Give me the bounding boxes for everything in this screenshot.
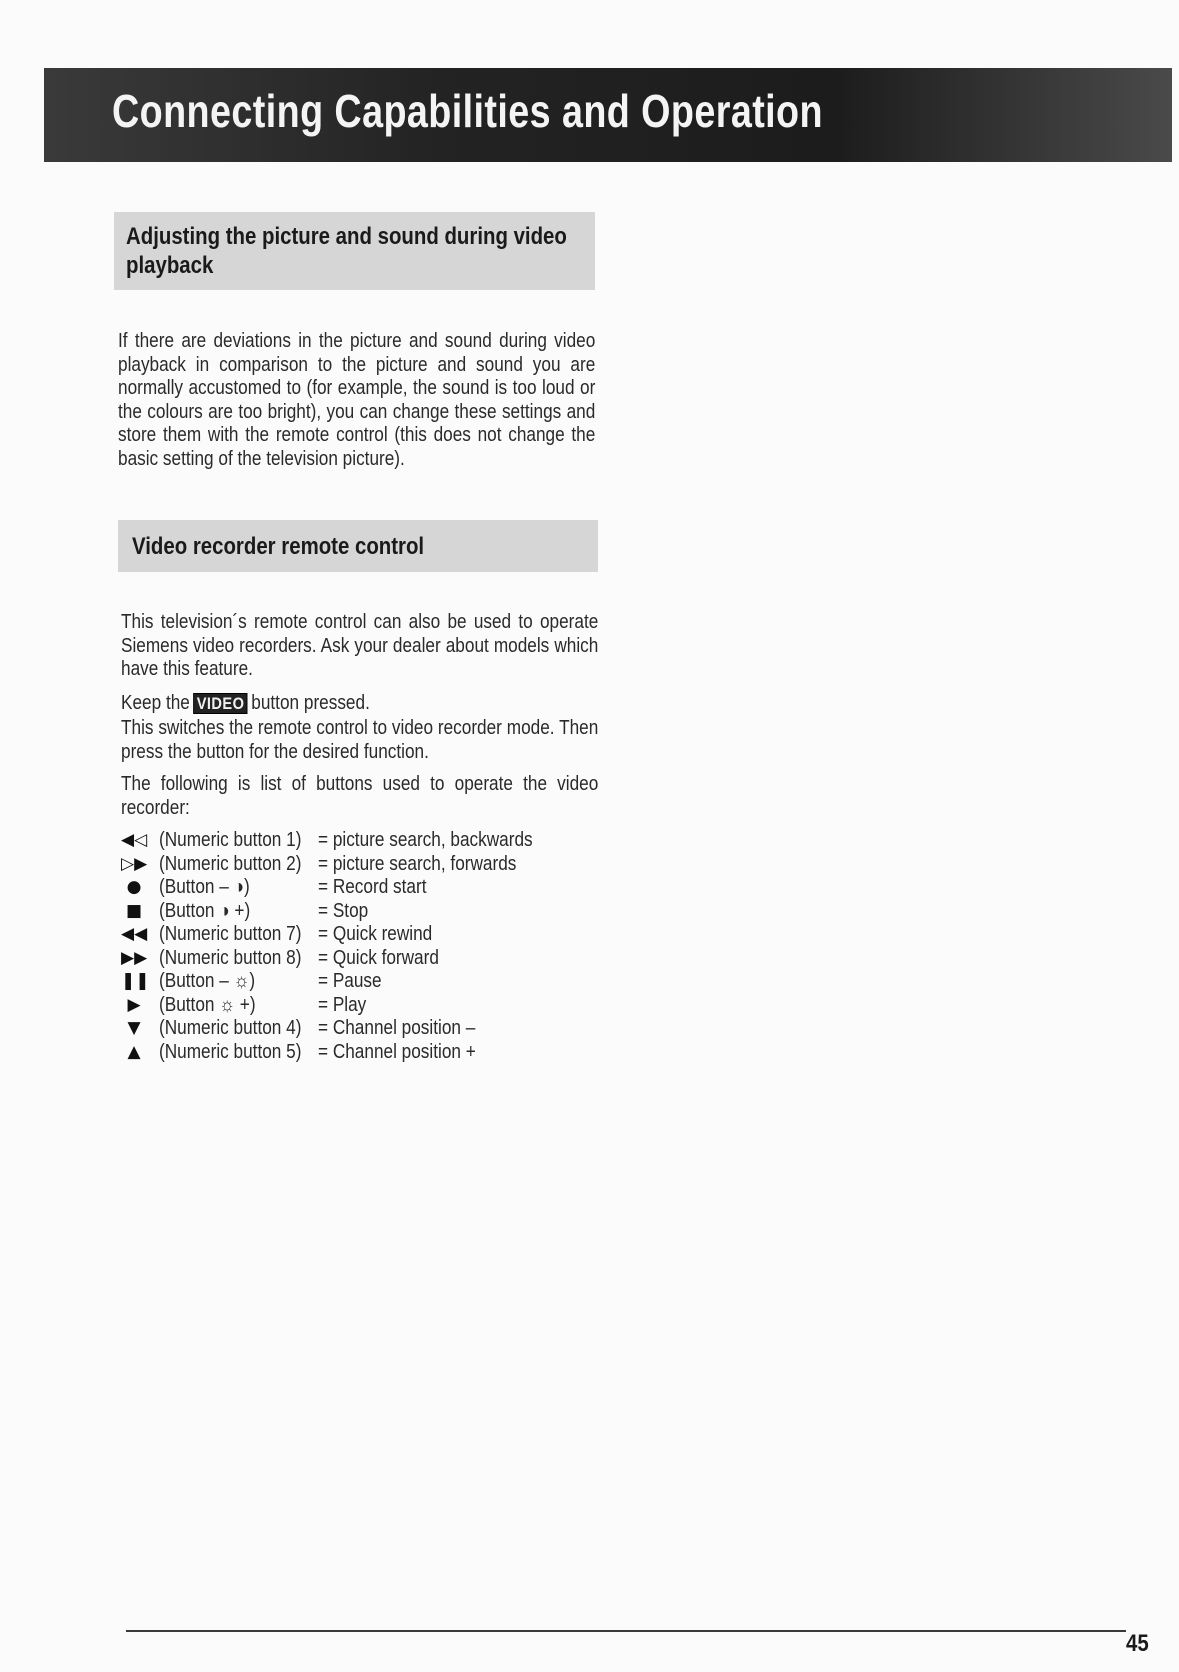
button-list-intro [121, 773, 599, 820]
video-recorder-paragraph-text: This television´s remote control can also be used to operate Siemens video recorders. Ask your dealer about models which have this feature. [121, 611, 599, 680]
list-item [121, 923, 581, 947]
button-name: (Numeric button 4) [159, 1017, 302, 1039]
button-function: = Stop [318, 899, 369, 922]
keep-button-line-text [121, 692, 598, 716]
intro-paragraph [118, 330, 596, 471]
list-item [121, 900, 581, 924]
channel-down-icon: ▼ [127, 1018, 141, 1038]
list-item [121, 970, 581, 994]
button-name: (Numeric button 1) [159, 829, 302, 851]
list-item [121, 853, 581, 877]
button-function: = Pause [318, 970, 382, 992]
list-item [121, 994, 581, 1018]
button-name: (Button ☼ +) [159, 993, 256, 1016]
footer-divider [126, 1630, 1126, 1632]
page-number: 45 [1126, 1630, 1149, 1657]
channel-up-icon: ▲ [127, 1041, 141, 1062]
keep-button-line [121, 692, 599, 716]
fast-forward-icon: ▶▶ [121, 947, 148, 968]
stop-icon: ■ [125, 900, 143, 921]
record-icon: ● [126, 877, 142, 897]
switch-mode-paragraph-text: This switches the remote control to video recorder mode. Then press the button for the desired function. [121, 717, 599, 763]
section-heading-text: Adjusting the picture and sound during video playback [126, 223, 567, 279]
button-function: = picture search, backwards [318, 829, 533, 851]
button-name: (Numeric button 5) [159, 1040, 302, 1063]
list-item [121, 1041, 581, 1065]
list-item [121, 947, 581, 971]
button-function: = Channel position + [318, 1040, 476, 1063]
button-name: (Numeric button 2) [159, 852, 302, 875]
play-icon: ▶ [127, 994, 141, 1015]
section-heading-text: Video recorder remote control [132, 533, 425, 560]
list-item [121, 829, 581, 853]
button-function: = Quick forward [318, 946, 439, 969]
button-function: = Play [318, 993, 367, 1016]
button-name: (Numeric button 8) [159, 946, 302, 969]
button-name: (Button – ◑) [159, 876, 250, 898]
video-button-icon: VIDEO [193, 693, 248, 714]
button-function: = Record start [318, 876, 427, 898]
list-item [121, 876, 581, 900]
chapter-title: Connecting Capabilities and Operation [112, 85, 823, 137]
pause-icon: ❚❚ [121, 971, 150, 991]
chapter-banner [44, 68, 1172, 162]
switch-mode-paragraph [121, 717, 599, 764]
button-name: (Button ◑ +) [159, 899, 251, 922]
video-recorder-paragraph [121, 611, 599, 682]
button-function: = Channel position – [318, 1017, 476, 1039]
section-heading-picture-sound [114, 212, 595, 290]
keep-before-text: Keep the [121, 692, 190, 714]
list-item [121, 1017, 581, 1041]
picture-search-back-icon: ◀◁ [121, 830, 148, 850]
button-list-intro-text: The following is list of buttons used to operate the video recorder: [121, 773, 599, 819]
rewind-icon: ◀◀ [121, 924, 148, 944]
keep-after-text: button pressed. [251, 692, 370, 714]
intro-paragraph-text: If there are deviations in the picture and sound during video playback in comparison to the picture and sound you are normally accustomed to (for example, the sound is too loud or the colours are too bright), you can change these settings and store them with the remote control (this does not change the basic setting of the television picture). [118, 330, 596, 470]
button-function: = picture search, forwards [318, 852, 517, 875]
button-function-list [121, 829, 581, 1064]
button-name: (Button – ☼) [159, 970, 256, 992]
section-heading-video-recorder [118, 520, 598, 572]
button-name: (Numeric button 7) [159, 923, 302, 945]
button-function: = Quick rewind [318, 923, 433, 945]
picture-search-fwd-icon: ▷▶ [121, 853, 148, 874]
